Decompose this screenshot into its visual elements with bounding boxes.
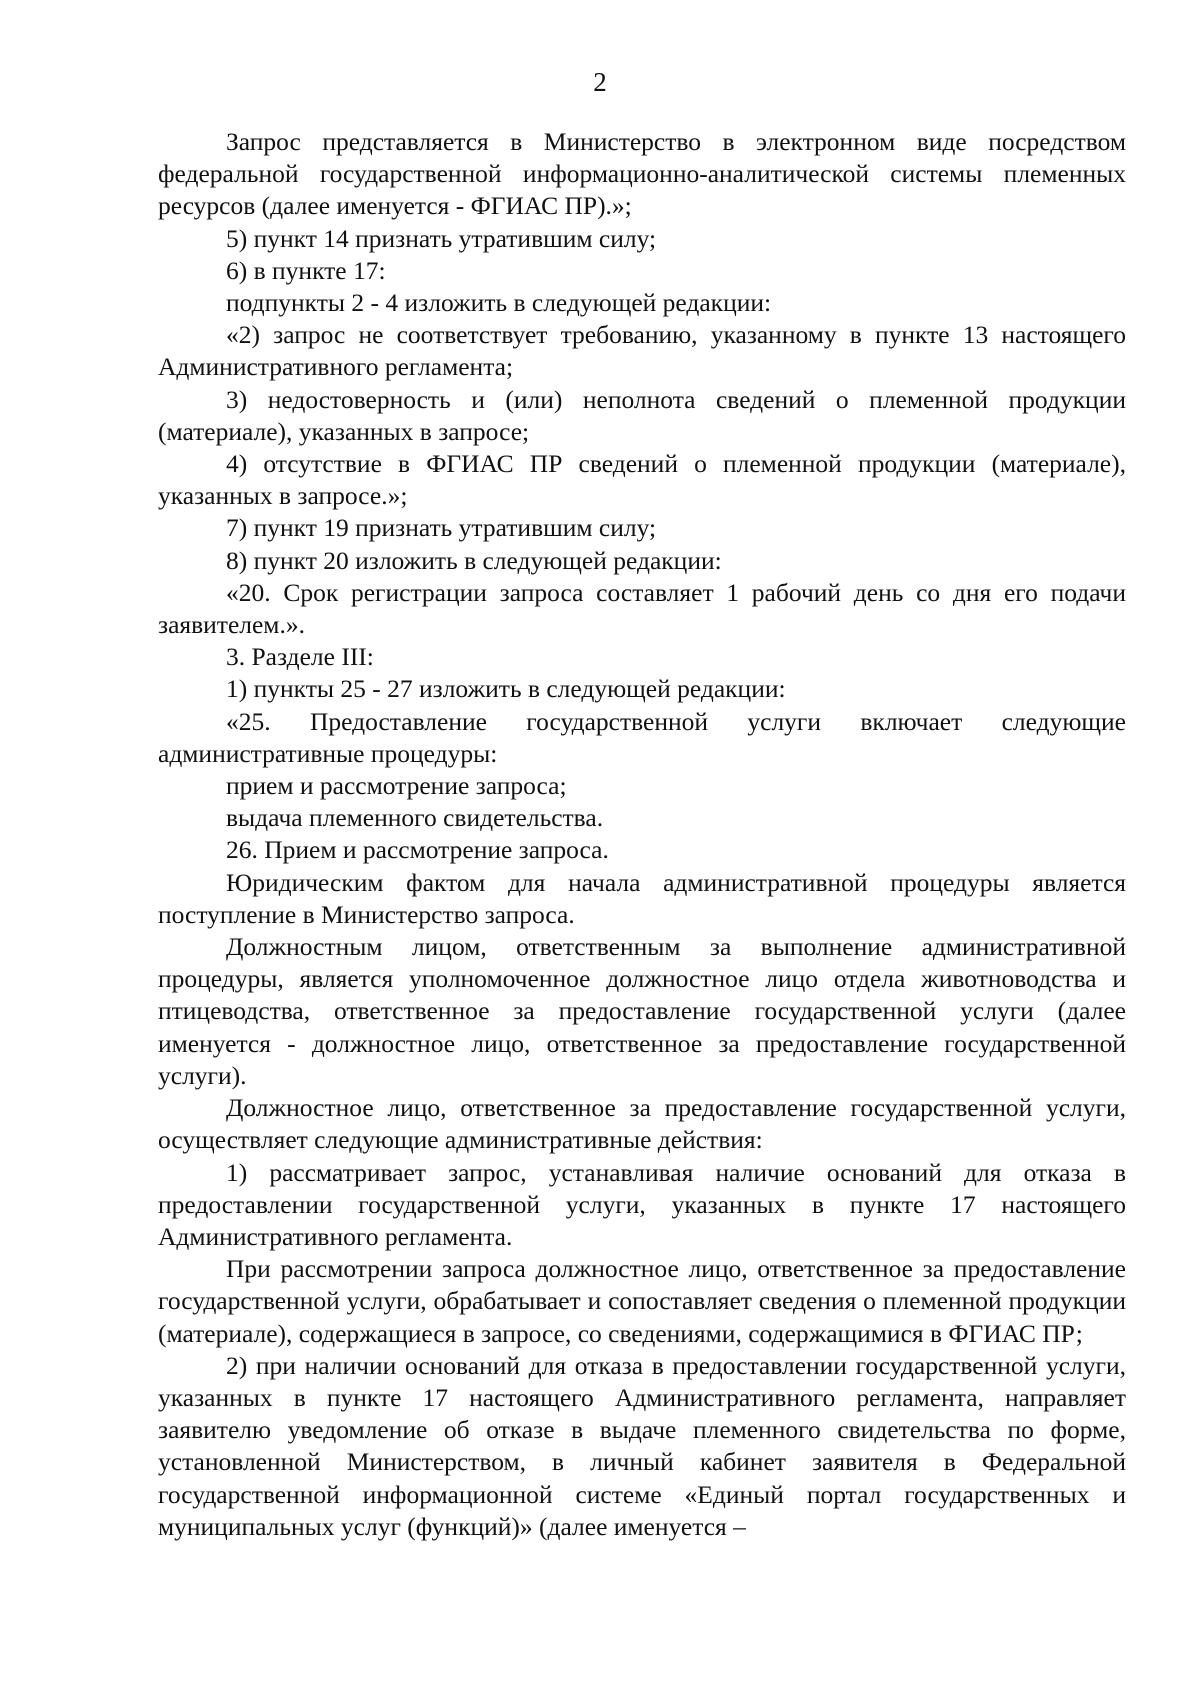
paragraph-request-submission: Запрос представляется в Министерство в электронном виде посредством федеральной государственной информационно-аналитической системы племенных ресурсов (далее именуется - ФГИАС ПР).»; (158, 127, 1126, 221)
paragraph-section-3-item-1: 1) пункты 25 - 27 изложить в следующей редакции: (226, 674, 786, 704)
paragraph-item-8: 8) пункт 20 изложить в следующей редакции: (226, 545, 722, 575)
paragraph-official-actions: Должностное лицо, ответственное за предоставление государственной услуги, осуществляет следующие административные действия: (158, 1093, 1126, 1155)
paragraph-item-7: 7) пункт 19 признать утратившим силу; (226, 513, 657, 543)
paragraph-subitem-4: 4) отсутствие в ФГИАС ПР сведений о племенной продукции (материале), указанных в запросе.»; (158, 449, 1126, 511)
paragraph-procedure-2: выдача племенного свидетельства. (226, 803, 604, 833)
paragraph-subitem-3: 3) недостоверность и (или) неполнота сведений о племенной продукции (материале), указанных в запросе; (158, 384, 1126, 446)
document-body (158, 126, 1126, 1543)
paragraph-item-5: 5) пункт 14 признать утратившим силу; (226, 223, 657, 253)
paragraph-clause-20: «20. Срок регистрации запроса составляет 1 рабочий день со дня его подачи заявителем.». (158, 577, 1126, 640)
page-number: 2 (593, 67, 607, 97)
paragraph-section-3: 3. Разделе III: (226, 642, 374, 672)
paragraph-action-1: 1) рассматривает запрос, устанавливая наличие оснований для отказа в предоставлении государственной услуги, указанных в пункте 17 настоящего Административного регламента. (158, 1157, 1126, 1251)
paragraph-subitems-intro: подпункты 2 - 4 изложить в следующей редакции: (226, 288, 772, 318)
paragraph-action-2: 2) при наличии оснований для отказа в предоставлении государственной услуги, указанных в пункте 17 настоящего Административного регламента, направляет заявителю уведомление об отказе в выдаче племенного свидетельства по форме, установленной Министерством, в личный кабинет заявителя в Федеральной государственной информационной системе «Единый портал государственных и муниципальных услуг (функций)» (далее именуется – (158, 1350, 1126, 1541)
paragraph-clause-25: «25. Предоставление государственной услуги включает следующие административные процедуры: (158, 706, 1126, 768)
paragraph-item-6: 6) в пункте 17: (226, 255, 386, 285)
paragraph-procedure-1: прием и рассмотрение запроса; (226, 771, 567, 801)
paragraph-responsible-official: Должностным лицом, ответственным за выполнение административной процедуры, является уполномоченное должностное лицо отдела животноводства и птицеводства, ответственное за предоставление государственной услуги (далее именуется - должностное лицо, ответственное за предоставление государственной услуги). (158, 932, 1126, 1090)
paragraph-subitem-2: «2) запрос не соответствует требованию, указанному в пункте 13 настоящего Административного регламента; (158, 320, 1126, 382)
paragraph-clause-26: 26. Прием и рассмотрение запроса. (226, 835, 609, 865)
paragraph-review-details: При рассмотрении запроса должностное лицо, ответственное за предоставление государственной услуги, обрабатывает и сопоставляет сведения о племенной продукции (материале), содержащиеся в запросе, со сведениями, содержащимися в ФГИАС ПР; (158, 1254, 1126, 1348)
paragraph-legal-fact: Юридическим фактом для начала административной процедуры является поступление в Министерство запроса. (158, 867, 1126, 929)
